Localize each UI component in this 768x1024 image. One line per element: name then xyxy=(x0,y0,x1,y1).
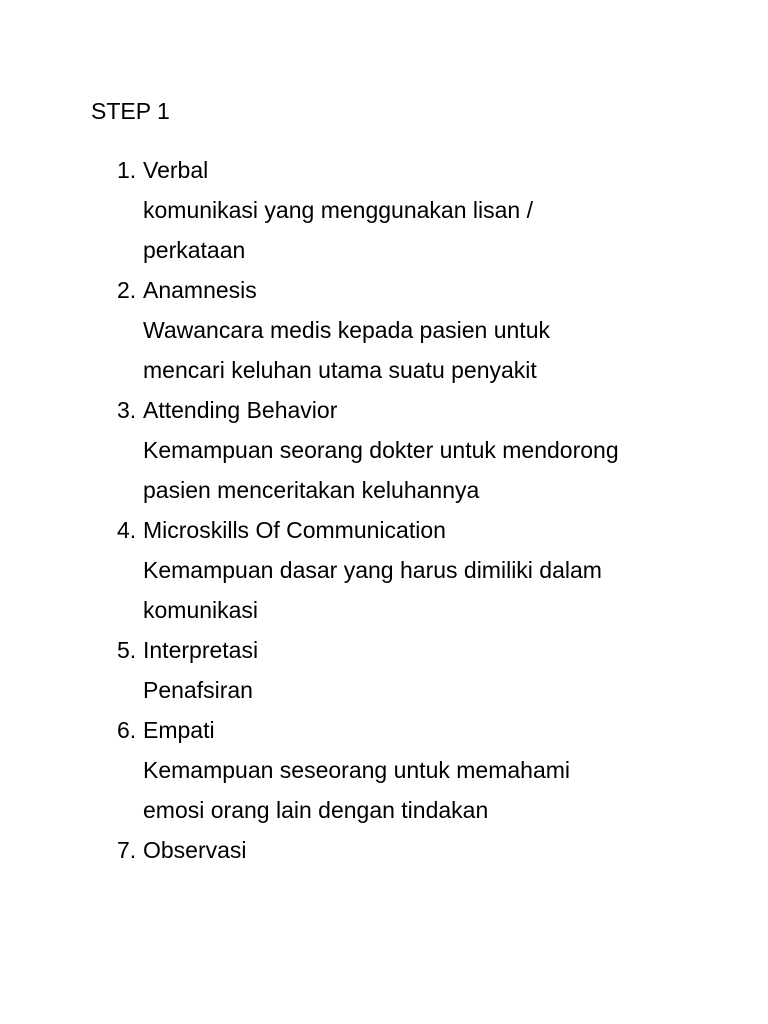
definition-line xyxy=(0,550,768,590)
term-title: Verbal xyxy=(143,157,209,183)
term-title: Interpretasi xyxy=(143,637,259,663)
list-item xyxy=(0,710,768,830)
list-item xyxy=(0,510,768,630)
term-line xyxy=(0,830,768,870)
item-number: 6. xyxy=(117,717,137,743)
term-title: Anamnesis xyxy=(143,277,257,303)
item-number: 7. xyxy=(117,837,137,863)
definition-text: mencari keluhan utama suatu penyakit xyxy=(143,357,537,383)
term-title: Observasi xyxy=(143,837,247,863)
definition-text: Penafsiran xyxy=(143,677,253,703)
item-number: 5. xyxy=(117,637,137,663)
item-number: 1. xyxy=(117,157,137,183)
term-title: Empati xyxy=(143,717,215,743)
definition-text: pasien menceritakan keluhannya xyxy=(143,477,480,503)
definition-text: komunikasi xyxy=(143,597,259,623)
definition-text: komunikasi yang menggunakan lisan / xyxy=(143,197,533,223)
list-item xyxy=(0,390,768,510)
item-number: 2. xyxy=(117,277,137,303)
item-number: 3. xyxy=(117,397,137,423)
definition-text: perkataan xyxy=(143,237,246,263)
definition-text: Wawancara medis kepada pasien untuk xyxy=(143,317,550,343)
term-title: Microskills Of Communication xyxy=(143,517,446,543)
item-number: 4. xyxy=(117,517,137,543)
definition-text: emosi orang lain dengan tindakan xyxy=(143,797,489,823)
definition-line xyxy=(0,190,768,230)
term-line xyxy=(0,270,768,310)
page-heading: STEP 1 xyxy=(91,98,170,124)
term-title: Attending Behavior xyxy=(143,397,338,423)
definition-line xyxy=(0,590,768,630)
list-item xyxy=(0,150,768,270)
definition-text: Kemampuan dasar yang harus dimiliki dalam xyxy=(143,557,602,583)
definition-line xyxy=(0,230,768,270)
list-item xyxy=(0,830,768,870)
definition-line xyxy=(0,790,768,830)
list-item xyxy=(0,630,768,710)
definition-text: Kemampuan seorang dokter untuk mendorong xyxy=(143,437,619,463)
definition-line xyxy=(0,670,768,710)
definition-line xyxy=(0,310,768,350)
definition-text: Kemampuan seseorang untuk memahami xyxy=(143,757,571,783)
term-line xyxy=(0,150,768,190)
definition-line xyxy=(0,350,768,390)
term-line xyxy=(0,510,768,550)
definition-line xyxy=(0,470,768,510)
term-line xyxy=(0,630,768,670)
definition-line xyxy=(0,750,768,790)
list-item xyxy=(0,270,768,390)
term-line xyxy=(0,390,768,430)
definition-line xyxy=(0,430,768,470)
term-line xyxy=(0,710,768,750)
term-list xyxy=(0,150,768,870)
